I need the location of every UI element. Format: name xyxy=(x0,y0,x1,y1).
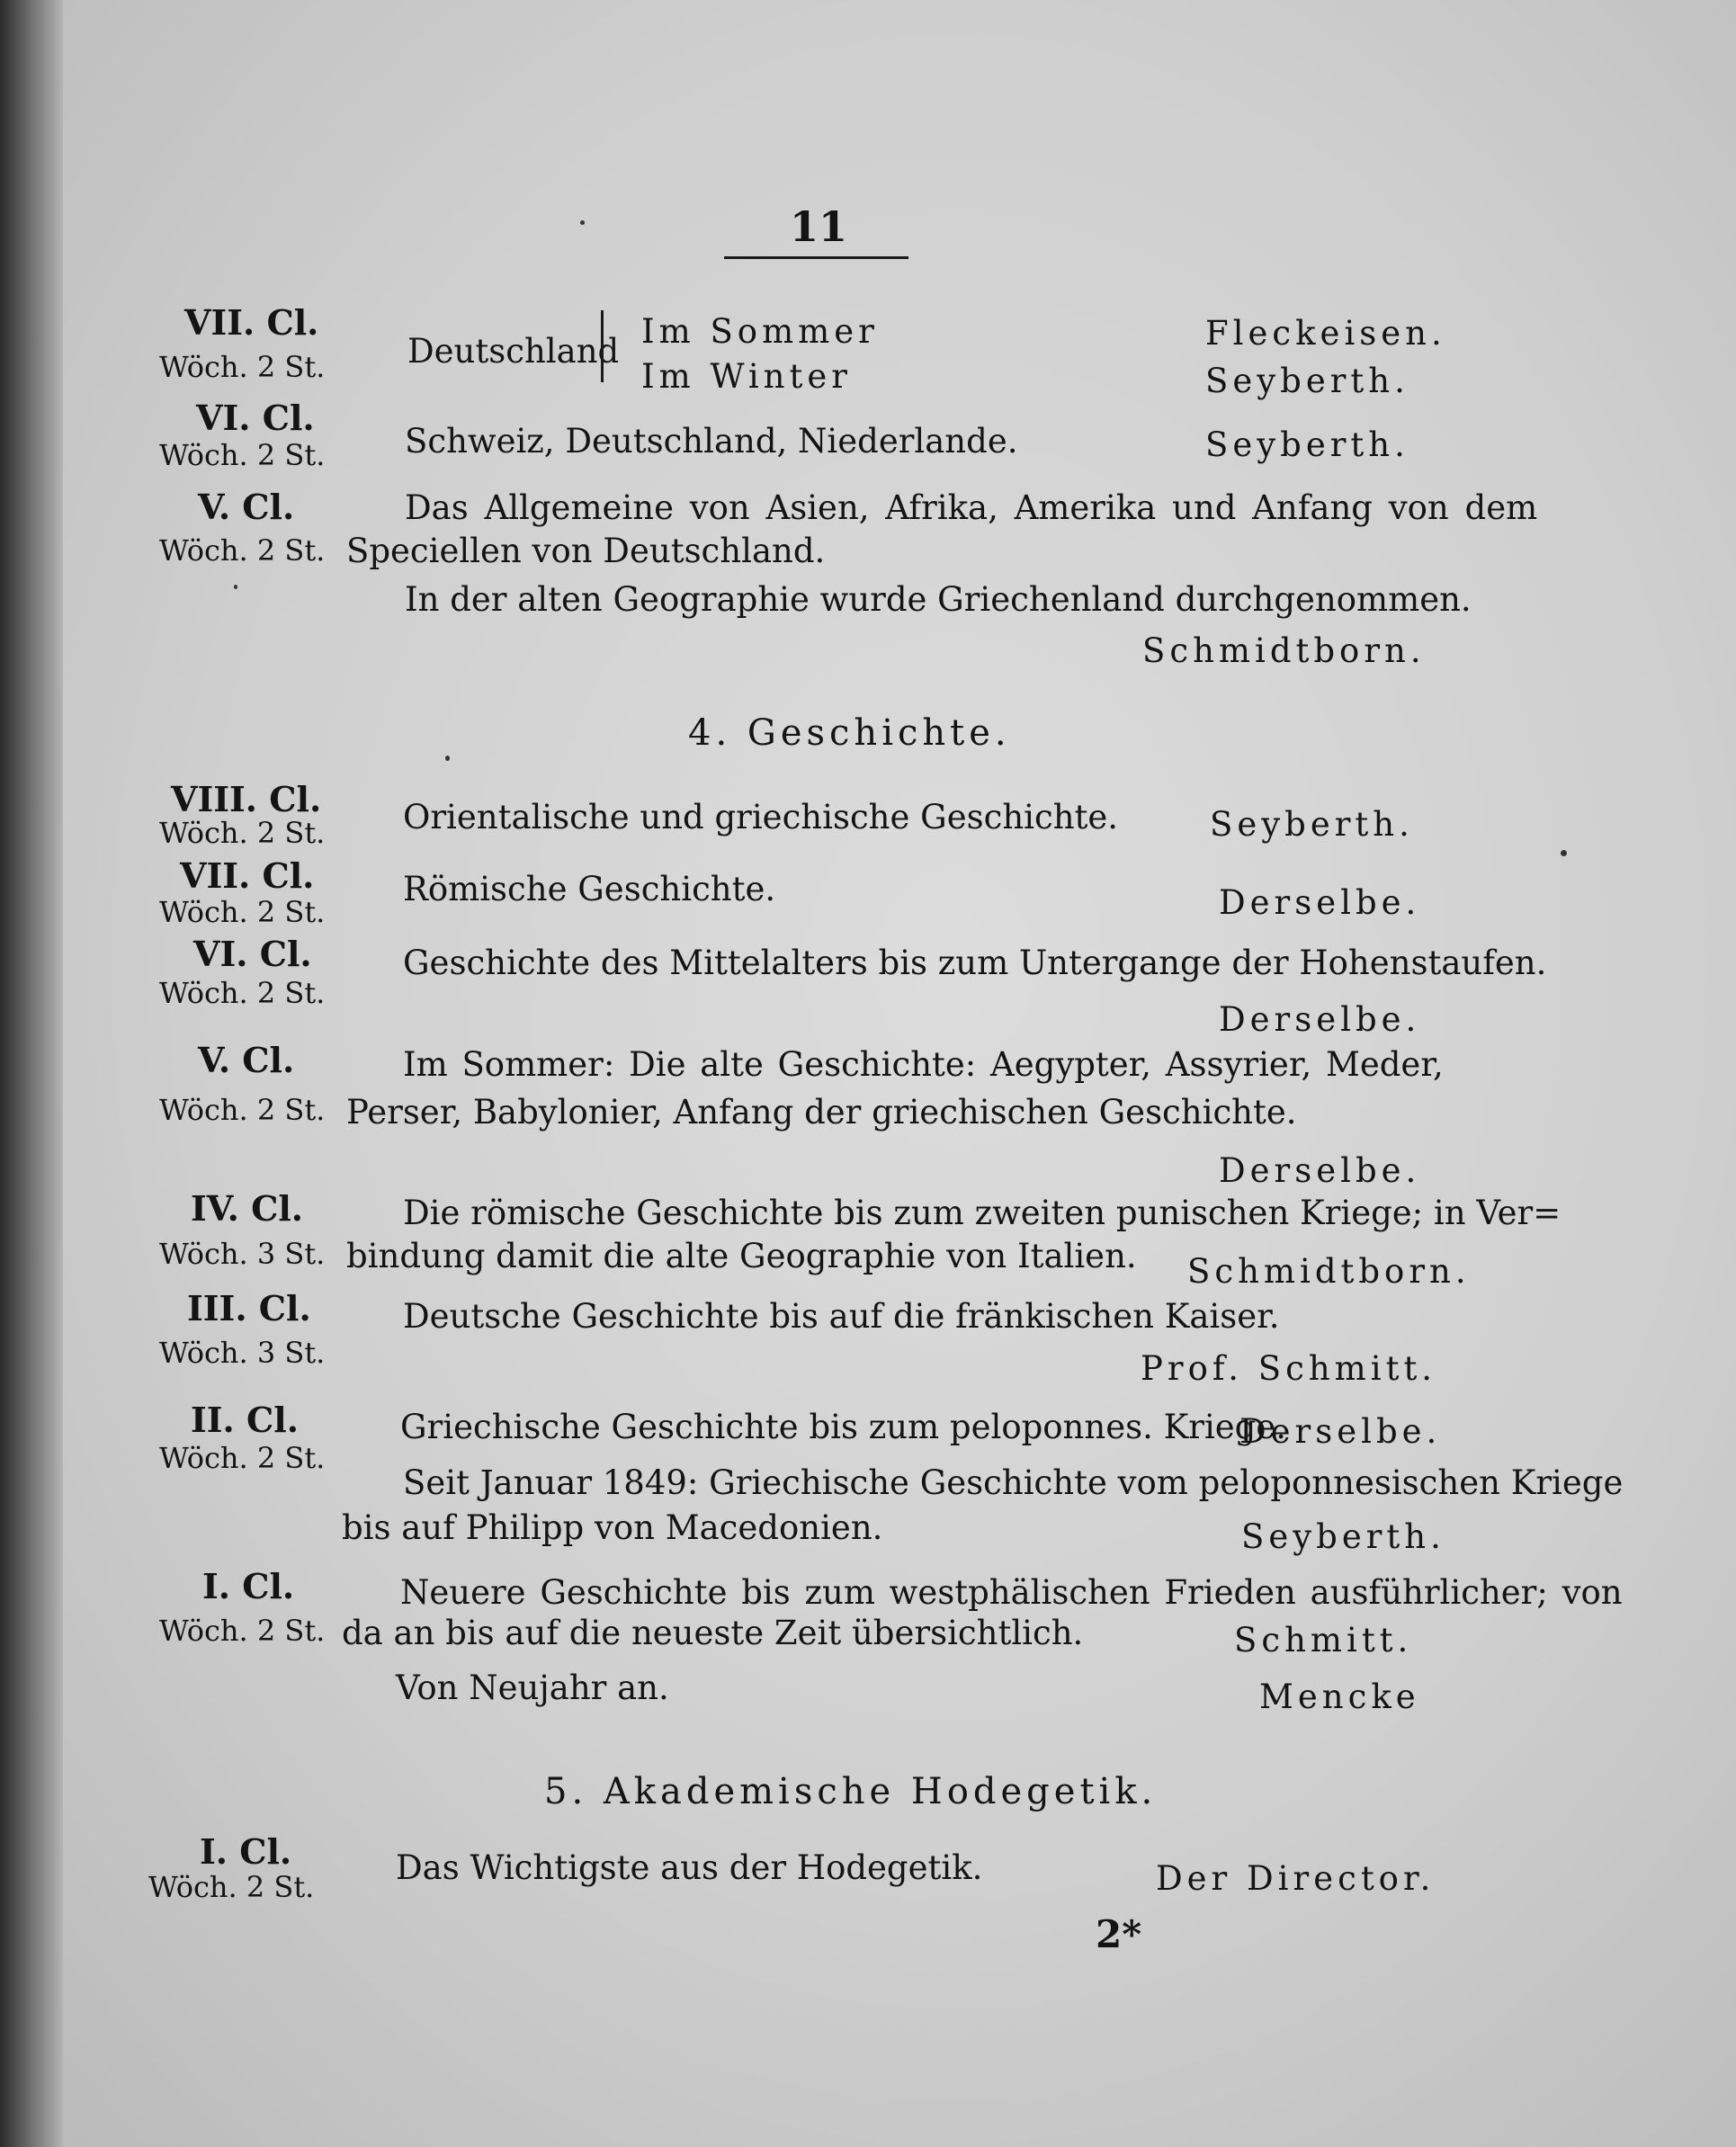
teacher-name: Seyberth. xyxy=(1205,425,1409,464)
book-gutter xyxy=(0,0,63,2147)
teacher-name: Schmitt. xyxy=(1234,1621,1413,1659)
entry-text: Das Wichtigste aus der Hodegetik. xyxy=(396,1848,983,1887)
teacher-name: Prof. Schmitt. xyxy=(1141,1349,1437,1388)
page-number-rule xyxy=(724,256,908,259)
entry-text: Perser, Babylonier, Anfang der griechischen Geschichte. xyxy=(346,1093,1297,1132)
entry-text: Von Neujahr an. xyxy=(396,1668,669,1707)
weekly-hours: Wöch. 2 St. xyxy=(159,1614,326,1648)
class-label: VII. Cl. xyxy=(184,302,319,343)
entry-text: bis auf Philipp von Macedonien. xyxy=(342,1508,883,1547)
teacher-name: Fleckeisen. xyxy=(1205,314,1446,353)
weekly-hours: Wöch. 3 St. xyxy=(159,1237,326,1271)
weekly-hours: Wöch. 2 St. xyxy=(159,976,326,1010)
teacher-name: Seyberth. xyxy=(1210,805,1414,844)
entry-text: Im Sommer: Die alte Geschichte: Aegypter, Assyrier, Meder, xyxy=(403,1045,1444,1084)
entry-text: Griechische Geschichte bis zum peloponnes. Kriege. xyxy=(400,1408,1287,1446)
subject-deutschland: Deutschland xyxy=(407,332,620,371)
section-heading: 4. Geschichte. xyxy=(688,712,1011,754)
weekly-hours: Wöch. 3 St. xyxy=(159,1336,326,1370)
class-label: III. Cl. xyxy=(187,1288,311,1328)
class-label: V. Cl. xyxy=(198,1040,295,1080)
class-label: II. Cl. xyxy=(191,1400,299,1440)
class-label: I. Cl. xyxy=(202,1566,295,1606)
weekly-hours: Wöch. 2 St. xyxy=(159,816,326,850)
class-label: V. Cl. xyxy=(198,487,295,527)
teacher-name: Schmidtborn. xyxy=(1142,631,1426,670)
teacher-name: Der Director. xyxy=(1156,1859,1436,1898)
teacher-name: Schmidtborn. xyxy=(1187,1252,1471,1291)
teacher-name: Mencke xyxy=(1259,1677,1420,1716)
teacher-name: Derselbe. xyxy=(1219,1151,1421,1190)
entry-text: In der alten Geographie wurde Griechenland durchgenommen. xyxy=(405,580,1472,619)
class-label: VII. Cl. xyxy=(180,855,315,896)
entry-text: Neuere Geschichte bis zum westphälischen Frieden ausführlicher; von xyxy=(400,1573,1623,1612)
teacher-name: Seyberth. xyxy=(1205,362,1409,400)
weekly-hours: Wöch. 2 St. xyxy=(159,438,326,472)
entry-text: da an bis auf die neueste Zeit übersichtlich. xyxy=(342,1614,1084,1652)
weekly-hours: Wöch. 2 St. xyxy=(159,350,326,384)
weekly-hours: Wöch. 2 St. xyxy=(159,1093,326,1127)
brace xyxy=(601,310,616,382)
weekly-hours: Wöch. 2 St. xyxy=(159,533,326,568)
entry-text: Schweiz, Deutschland, Niederlande. xyxy=(405,422,1018,461)
teacher-name: Derselbe. xyxy=(1219,1000,1421,1039)
entry-text: Römische Geschichte. xyxy=(403,870,776,908)
entry-text: Geschichte des Mittelalters bis zum Untergange der Hohenstaufen. xyxy=(403,944,1547,982)
signature-mark: 2* xyxy=(1096,1912,1142,1956)
section-heading: 5. Akademische Hodegetik. xyxy=(544,1771,1158,1812)
entry-text: Die römische Geschichte bis zum zweiten punischen Kriege; in Ver= xyxy=(403,1194,1562,1232)
entry-text: Speciellen von Deutschland. xyxy=(346,532,826,570)
class-label: I. Cl. xyxy=(200,1831,292,1872)
entry-text: Orientalische und griechische Geschichte. xyxy=(403,798,1119,836)
entry-text: Das Allgemeine von Asien, Afrika, Amerika und Anfang von dem xyxy=(405,488,1538,527)
weekly-hours: Wöch. 2 St. xyxy=(159,1441,326,1475)
class-label: VI. Cl. xyxy=(193,934,312,974)
page-number: 11 xyxy=(789,202,847,251)
weekly-hours: Wöch. 2 St. xyxy=(148,1870,315,1904)
entry-text: Deutsche Geschichte bis auf die fränkischen Kaiser. xyxy=(403,1297,1280,1336)
im-sommer: Im Sommer xyxy=(641,312,879,351)
weekly-hours: Wöch. 2 St. xyxy=(159,895,326,929)
entry-text: bindung damit die alte Geographie von Italien. xyxy=(346,1237,1137,1275)
entry-text: Seit Januar 1849: Griechische Geschichte vom peloponnesischen Kriege xyxy=(403,1463,1624,1502)
class-label: VIII. Cl. xyxy=(171,779,322,819)
teacher-name: Seyberth. xyxy=(1241,1517,1445,1556)
teacher-name: Derselbe. xyxy=(1239,1412,1442,1451)
teacher-name: Derselbe. xyxy=(1219,883,1421,922)
class-label: VI. Cl. xyxy=(196,398,315,438)
class-label: IV. Cl. xyxy=(191,1188,303,1229)
im-winter: Im Winter xyxy=(641,357,852,396)
